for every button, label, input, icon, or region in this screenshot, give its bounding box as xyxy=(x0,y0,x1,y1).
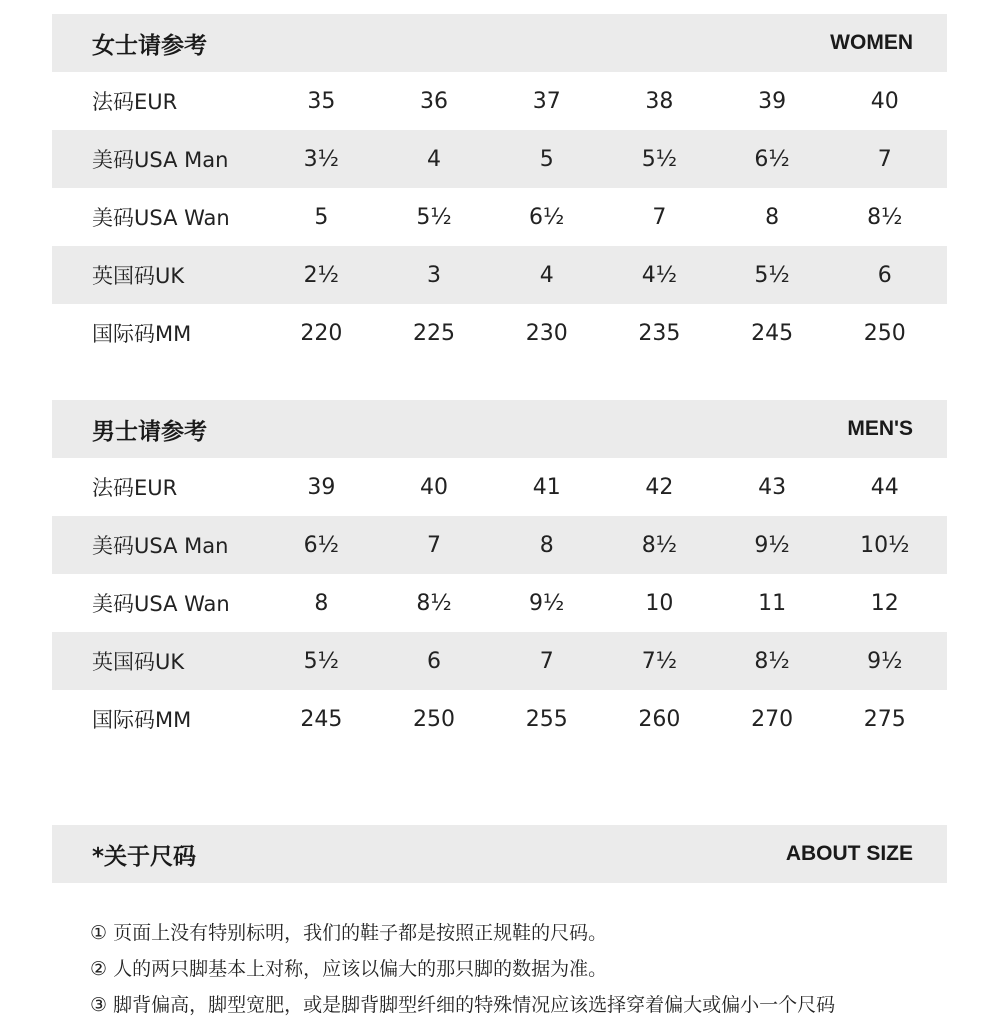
women-table-header xyxy=(52,14,947,72)
size-cell: 4 xyxy=(427,146,442,172)
row-label: 英国码UK xyxy=(92,264,185,288)
size-cell: 250 xyxy=(413,706,456,732)
size-cell: 7 xyxy=(427,532,442,558)
row-label: 法码EUR xyxy=(92,476,178,500)
size-cell: 38 xyxy=(645,88,674,114)
table-row xyxy=(52,130,947,188)
table-row xyxy=(52,632,947,690)
row-label: 法码EUR xyxy=(92,90,178,114)
size-cell: 8½ xyxy=(754,648,790,674)
women-title-en: WOMEN xyxy=(830,31,913,54)
size-cell: 4 xyxy=(539,262,554,288)
table-row xyxy=(52,574,947,632)
size-cell: 5½ xyxy=(754,262,790,288)
size-cell: 9½ xyxy=(867,648,903,674)
row-label: 国际码MM xyxy=(92,322,192,346)
note-item: ① 页面上没有特别标明，我们的鞋子都是按照正规鞋的尺码。 xyxy=(90,922,608,944)
women-rows xyxy=(52,72,947,362)
size-cell: 40 xyxy=(870,88,899,114)
table-row xyxy=(52,188,947,246)
size-cell: 43 xyxy=(758,474,787,500)
women-title-zh: 女士请参考 xyxy=(92,32,207,59)
size-cell: 8½ xyxy=(867,204,903,230)
size-cell: 5 xyxy=(314,204,329,230)
size-cell: 220 xyxy=(300,320,343,346)
size-cell: 11 xyxy=(758,590,787,616)
table-row xyxy=(52,304,947,362)
size-cell: 8 xyxy=(765,204,780,230)
size-cell: 8½ xyxy=(416,590,452,616)
size-cell: 8 xyxy=(314,590,329,616)
row-label: 国际码MM xyxy=(92,708,192,732)
size-cell: 8½ xyxy=(641,532,678,558)
row-label: 美码USA Man xyxy=(92,148,229,172)
size-cell: 6 xyxy=(877,262,892,288)
size-cell: 5 xyxy=(539,146,554,172)
size-cell: 39 xyxy=(307,474,336,500)
size-cell: 260 xyxy=(638,706,681,732)
size-cell: 235 xyxy=(638,320,681,346)
size-cell: 37 xyxy=(532,88,561,114)
size-cell: 4½ xyxy=(641,262,678,288)
table-row xyxy=(52,458,947,516)
size-cell: 245 xyxy=(300,706,343,732)
size-cell: 9½ xyxy=(754,532,790,558)
about-size-header xyxy=(52,825,947,883)
size-cell: 6½ xyxy=(303,532,339,558)
size-cell: 245 xyxy=(751,320,794,346)
row-label: 美码USA Wan xyxy=(92,206,230,230)
size-cell: 39 xyxy=(758,88,787,114)
size-cell: 44 xyxy=(870,474,899,500)
size-cell: 3 xyxy=(427,262,442,288)
size-cell: 7½ xyxy=(641,648,678,674)
size-cell: 6½ xyxy=(529,204,565,230)
men-size-table xyxy=(52,400,947,748)
men-title-zh: 男士请参考 xyxy=(92,418,207,445)
about-title-en: ABOUT SIZE xyxy=(785,842,913,865)
about-size-section xyxy=(52,825,947,883)
table-row xyxy=(52,690,947,748)
size-cell: 35 xyxy=(307,88,336,114)
size-cell: 41 xyxy=(532,474,561,500)
size-cell: 40 xyxy=(420,474,449,500)
row-label: 美码USA Man xyxy=(92,534,229,558)
note-item: ③ 脚背偏高，脚型宽肥，或是脚背脚型纤细的特殊情况应该选择穿着偏大或偏小一个尺码 xyxy=(90,994,836,1016)
note-item: ② 人的两只脚基本上对称，应该以偏大的那只脚的数据为准。 xyxy=(90,958,608,980)
size-cell: 5½ xyxy=(416,204,452,230)
size-cell: 250 xyxy=(863,320,906,346)
size-cell: 6½ xyxy=(754,146,790,172)
size-cell: 275 xyxy=(863,706,906,732)
size-cell: 225 xyxy=(413,320,456,346)
size-cell: 8 xyxy=(539,532,554,558)
size-cell: 5½ xyxy=(303,648,339,674)
size-cell: 10½ xyxy=(860,532,910,558)
row-label: 美码USA Wan xyxy=(92,592,230,616)
size-cell: 255 xyxy=(525,706,568,732)
size-cell: 7 xyxy=(877,146,892,172)
size-cell: 7 xyxy=(652,204,667,230)
size-cell: 10 xyxy=(645,590,674,616)
table-row xyxy=(52,516,947,574)
row-label: 英国码UK xyxy=(92,650,185,674)
men-rows xyxy=(52,458,947,748)
size-cell: 36 xyxy=(420,88,449,114)
size-cell: 12 xyxy=(870,590,899,616)
size-cell: 2½ xyxy=(303,262,339,288)
about-size-notes xyxy=(90,915,950,1023)
women-size-table xyxy=(52,14,947,362)
size-cell: 9½ xyxy=(529,590,565,616)
size-cell: 3½ xyxy=(303,146,339,172)
size-cell: 230 xyxy=(525,320,568,346)
about-title-zh: *关于尺码 xyxy=(92,843,197,870)
size-cell: 7 xyxy=(539,648,554,674)
size-cell: 42 xyxy=(645,474,674,500)
size-cell: 5½ xyxy=(641,146,678,172)
table-row xyxy=(52,72,947,130)
size-cell: 270 xyxy=(751,706,794,732)
men-title-en: MEN'S xyxy=(847,417,913,440)
size-cell: 6 xyxy=(427,648,442,674)
table-row xyxy=(52,246,947,304)
men-table-header xyxy=(52,400,947,458)
